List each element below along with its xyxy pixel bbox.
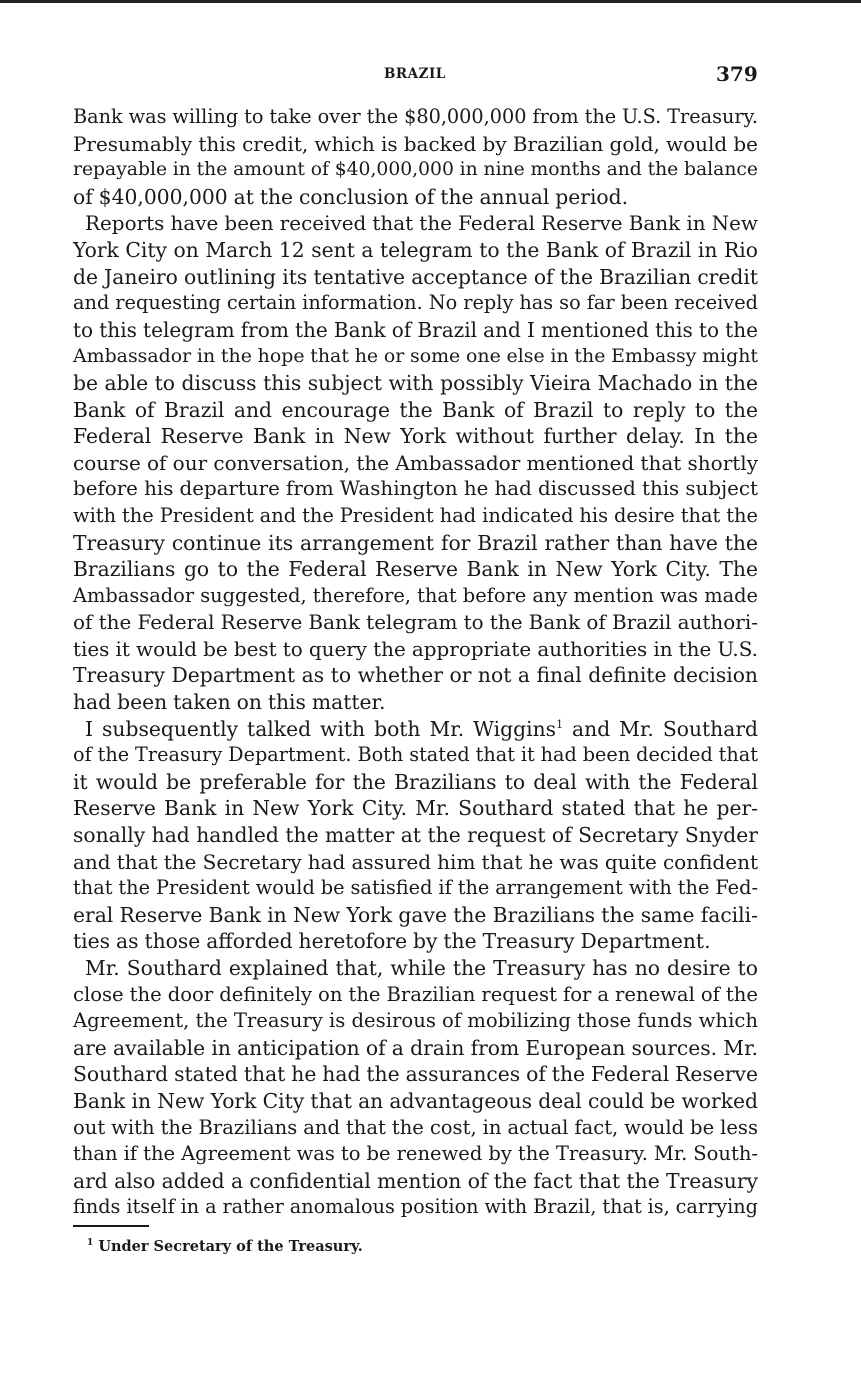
text-line: that the President would be satisfied if the arrangement with the Fed- <box>73 876 758 900</box>
text-line <box>73 716 758 743</box>
text-line: ties as those afforded heretofore by the Treasury Department. <box>73 929 711 954</box>
footnote-reference: 1 <box>556 717 564 731</box>
top-border-rule <box>0 0 861 3</box>
text-line: to this telegram from the Bank of Brazil and I mentioned this to the <box>73 317 758 342</box>
text-line: Bank in New York City that an advantageous deal could be worked <box>73 1088 758 1113</box>
text-line: Southard stated that he had the assurances of the Federal Reserve <box>73 1062 758 1087</box>
text-line: Treasury Department as to whether or not a final definite decision <box>73 663 758 688</box>
text-line: finds itself in a rather anomalous position with Brazil, that is, carrying <box>73 1195 758 1219</box>
text-line: Bank was willing to take over the $80,000,000 from the U.S. Treasury. <box>73 105 758 128</box>
text-line: Reports have been received that the Federal Reserve Bank in New <box>85 211 758 236</box>
text-line: Reserve Bank in New York City. Mr. Southard stated that he per- <box>73 796 758 821</box>
text-line: before his departure from Washington he had discussed this subject <box>73 477 758 501</box>
text-line: of the Federal Reserve Bank telegram to the Bank of Brazil authori- <box>73 610 758 635</box>
text-line: than if the Agreement was to be renewed by the Treasury. Mr. South- <box>73 1142 758 1166</box>
text-line: Federal Reserve Bank in New York without further delay. In the <box>73 424 758 449</box>
page-number: 379 <box>716 62 758 86</box>
text-line: sonally had handled the matter at the request of Secretary Snyder <box>73 823 758 848</box>
footnote <box>87 1238 363 1255</box>
text-line: Treasury continue its arrangement for Brazil rather than have the <box>73 530 758 555</box>
body-text <box>73 104 758 1221</box>
text-line: repayable in the amount of $40,000,000 in nine months and the balance <box>73 159 758 181</box>
text-line: and that the Secretary had assured him that he was quite confident <box>73 849 758 874</box>
paragraph-4 <box>73 955 758 1221</box>
text-line: Ambassador suggested, therefore, that before any mention was made <box>73 583 758 607</box>
text-line: out with the Brazilians and that the cost, in actual fact, would be less <box>73 1115 758 1139</box>
paragraph-2 <box>73 210 758 715</box>
text-line: with the President and the President had indicated his desire that the <box>73 503 758 527</box>
text-span: I subsequently talked with both Mr. Wiggins <box>85 716 557 741</box>
text-line: be able to discuss this subject with possibly Vieira Machado in the <box>73 370 758 395</box>
footnote-divider <box>73 1225 149 1227</box>
footnote-text: Under Secretary of the Treasury. <box>93 1238 363 1255</box>
text-line: Ambassador in the hope that he or some one else in the Embassy might <box>73 345 758 368</box>
text-line: are available in anticipation of a drain from European sources. Mr. <box>73 1035 758 1060</box>
text-line: and requesting certain information. No reply has so far been received <box>73 291 758 315</box>
text-line: Bank of Brazil and encourage the Bank of Brazil to reply to the <box>73 397 758 422</box>
text-span: and Mr. Southard <box>563 716 758 741</box>
paragraph-1 <box>73 104 758 210</box>
text-line: eral Reserve Bank in New York gave the Brazilians the same facili- <box>73 902 758 927</box>
text-line: de Janeiro outlining its tentative acceptance of the Brazilian credit <box>73 264 758 289</box>
text-line: close the door definitely on the Brazilian request for a renewal of the <box>73 982 758 1006</box>
text-line: Presumably this credit, which is backed by Brazilian gold, would be <box>73 131 758 156</box>
text-line: ties it would be best to query the appropriate authorities in the U.S. <box>73 636 758 661</box>
text-line: Mr. Southard explained that, while the Treasury has no desire to <box>85 956 758 980</box>
paragraph-3 <box>73 716 758 955</box>
text-line: ard also added a confidential mention of the fact that the Treasury <box>73 1168 758 1193</box>
text-line: had been taken on this matter. <box>73 690 386 715</box>
text-line: Brazilians go to the Federal Reserve Bank in New York City. The <box>73 557 758 582</box>
text-line: of the Treasury Department. Both stated that it had been decided that <box>73 743 758 767</box>
running-head <box>0 62 861 90</box>
text-line: Agreement, the Treasury is desirous of mobilizing those funds which <box>73 1009 758 1033</box>
text-line: York City on March 12 sent a telegram to the Bank of Brazil in Rio <box>73 237 758 262</box>
footnote-marker: 1 <box>87 1238 94 1249</box>
text-line: it would be preferable for the Brazilians to deal with the Federal <box>73 769 758 794</box>
running-title: BRAZIL <box>384 66 446 82</box>
text-line: of $40,000,000 at the conclusion of the annual period. <box>73 184 629 209</box>
text-line: course of our conversation, the Ambassador mentioned that shortly <box>73 450 758 475</box>
